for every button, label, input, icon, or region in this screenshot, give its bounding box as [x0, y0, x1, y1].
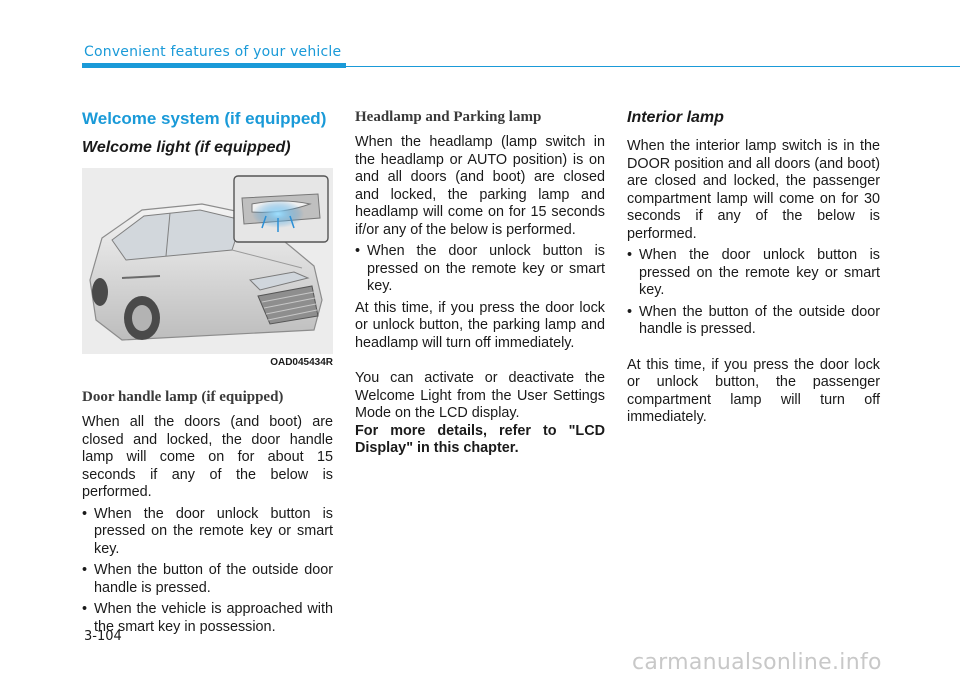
- interior-lamp-text: When the interior lamp switch is in the DOOR position and all doors (and boot) are closed and locked, the passenger compartment lamp will come on for 30 seconds if any of the below is performed.: [627, 138, 880, 242]
- headlamp-title: Headlamp and Parking lamp: [355, 109, 542, 125]
- car-illustration: [82, 168, 333, 354]
- running-header: Convenient features of your vehicle: [84, 44, 342, 60]
- headlamp-bullets: [355, 243, 605, 296]
- headlamp-text-3: You can activate or deactivate the Welcome Light from the User Settings Mode on the LCD display.: [355, 370, 605, 421]
- list-item: • When the button of the outside door handle is pressed.: [82, 562, 333, 597]
- page-number: 3-104: [84, 629, 122, 644]
- door-handle-lamp-text: When all the doors (and boot) are closed and locked, the door handle lamp will come on for about 15 seconds if any of the below is performed.: [82, 414, 333, 500]
- header-rule-thin: [346, 66, 960, 67]
- door-handle-lamp-title: Door handle lamp (if equipped): [82, 389, 284, 405]
- car-image: [82, 168, 333, 354]
- column-left: [82, 108, 333, 640]
- column-right: [627, 108, 880, 431]
- list-item: • When the door unlock button is pressed on the remote key or smart key.: [82, 506, 333, 559]
- interior-lamp-title: Interior lamp: [627, 109, 724, 126]
- section-title: Welcome system (if equipped): [82, 109, 327, 128]
- list-item: • When the door unlock button is pressed on the remote key or smart key.: [627, 247, 880, 300]
- list-item: • When the button of the outside door handle is pressed.: [627, 304, 880, 339]
- list-item: • When the door unlock button is pressed on the remote key or smart key.: [355, 243, 605, 296]
- list-item: • When the vehicle is approached with the smart key in possession.: [82, 601, 333, 636]
- lcd-display-reference: For more details, refer to "LCD Display" in this chapter.: [355, 422, 605, 456]
- header-rule-thick: [82, 63, 346, 68]
- door-handle-bullets: [82, 506, 333, 637]
- interior-lamp-text-2: At this time, if you press the door lock or unlock button, the passenger compartment lamp will turn off immediately.: [627, 356, 880, 425]
- figure-code: OAD045434R: [270, 357, 333, 368]
- interior-lamp-bullets: [627, 247, 880, 339]
- headlamp-text-2: At this time, if you press the door lock or unlock button, the parking lamp and headlamp will turn off immediately.: [355, 299, 605, 351]
- headlamp-text: When the headlamp (lamp switch in the headlamp or AUTO position) is on and all doors (and boot) are closed and locked, the parking lamp and headlamp will come on for 15 seconds if/or any of the below is performed.: [355, 134, 605, 238]
- subsection-title: Welcome light (if equipped): [82, 139, 291, 156]
- watermark: carmanualsonline.info: [632, 650, 882, 675]
- column-middle: [355, 108, 605, 462]
